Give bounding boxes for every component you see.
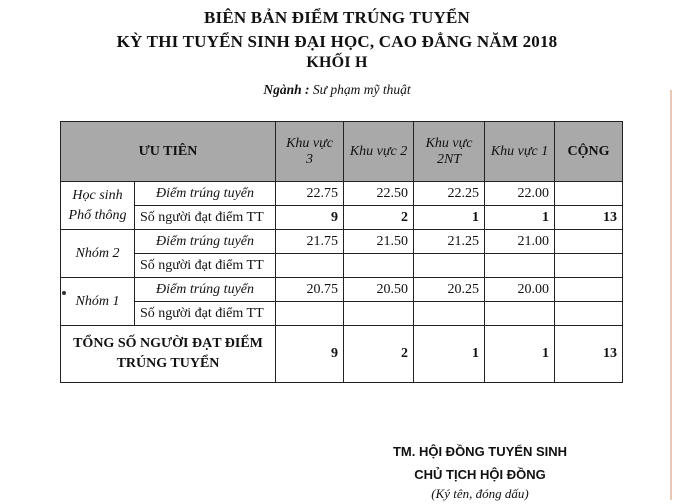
doc-block: KHỐI H bbox=[306, 54, 368, 71]
score-cell: 21.25 bbox=[414, 230, 485, 254]
totals-label: TỔNG SỐ NGƯỜI ĐẠT ĐIỂM TRÚNG TUYỂN bbox=[61, 326, 276, 383]
count-cell: 9 bbox=[276, 206, 344, 230]
count-cell bbox=[276, 254, 344, 278]
count-total-cell bbox=[555, 302, 623, 326]
total-cell: 1 bbox=[414, 326, 485, 383]
signature-note: (Ký tên, đóng dấu) bbox=[431, 486, 529, 501]
count-label: Số người đạt điểm TT bbox=[135, 302, 276, 326]
count-total-cell: 13 bbox=[555, 206, 623, 230]
table-row bbox=[61, 182, 623, 206]
score-cell: 22.25 bbox=[414, 182, 485, 206]
score-cell: 20.50 bbox=[344, 278, 414, 302]
paper-edge bbox=[670, 90, 672, 500]
count-cell bbox=[485, 302, 555, 326]
count-label: Số người đạt điểm TT bbox=[135, 254, 276, 278]
table-row bbox=[61, 302, 623, 326]
stray-mark bbox=[62, 291, 66, 295]
count-cell: 2 bbox=[344, 206, 414, 230]
count-cell bbox=[485, 254, 555, 278]
table-row bbox=[61, 278, 623, 302]
score-cell: 22.50 bbox=[344, 182, 414, 206]
count-cell bbox=[276, 302, 344, 326]
score-table bbox=[60, 121, 623, 383]
header-total: CỘNG bbox=[555, 122, 623, 182]
empty-cell bbox=[555, 230, 623, 254]
major-line bbox=[0, 82, 674, 98]
header-priority: ƯU TIÊN bbox=[61, 122, 276, 182]
group-name: Nhóm 2 bbox=[61, 230, 135, 278]
score-label: Điểm trúng tuyển bbox=[135, 278, 276, 302]
empty-cell bbox=[555, 278, 623, 302]
count-label: Số người đạt điểm TT bbox=[135, 206, 276, 230]
score-cell: 21.50 bbox=[344, 230, 414, 254]
score-cell: 21.75 bbox=[276, 230, 344, 254]
header-kv2: Khu vực 2 bbox=[344, 122, 414, 182]
score-cell: 22.75 bbox=[276, 182, 344, 206]
score-cell: 22.00 bbox=[485, 182, 555, 206]
table-row bbox=[61, 254, 623, 278]
group-name: Học sinh Phổ thông bbox=[61, 182, 135, 230]
major-value: Sư phạm mỹ thuật bbox=[312, 82, 411, 97]
doc-title: BIÊN BẢN ĐIỂM TRÚNG TUYỂN bbox=[203, 8, 471, 27]
total-cell: 1 bbox=[485, 326, 555, 383]
score-label: Điểm trúng tuyển bbox=[135, 230, 276, 254]
total-cell: 2 bbox=[344, 326, 414, 383]
group-name: Nhóm 1 bbox=[61, 278, 135, 326]
score-cell: 20.75 bbox=[276, 278, 344, 302]
signature-org: TM. HỘI ĐỒNG TUYỂN SINH bbox=[392, 444, 568, 459]
score-cell: 20.25 bbox=[414, 278, 485, 302]
grand-total-cell: 13 bbox=[555, 326, 623, 383]
header-kv3: Khu vực 3 bbox=[276, 122, 344, 182]
score-label: Điểm trúng tuyển bbox=[135, 182, 276, 206]
score-cell: 21.00 bbox=[485, 230, 555, 254]
empty-cell bbox=[555, 182, 623, 206]
count-cell bbox=[414, 254, 485, 278]
table-header-row bbox=[61, 122, 623, 182]
doc-subtitle: KỲ THI TUYỂN SINH ĐẠI HỌC, CAO ĐẲNG NĂM 2018 bbox=[116, 32, 558, 51]
count-cell bbox=[414, 302, 485, 326]
major-label: Ngành : bbox=[263, 82, 310, 97]
count-total-cell bbox=[555, 254, 623, 278]
count-cell: 1 bbox=[414, 206, 485, 230]
table-row bbox=[61, 230, 623, 254]
table-row bbox=[61, 206, 623, 230]
count-cell: 1 bbox=[485, 206, 555, 230]
count-cell bbox=[344, 254, 414, 278]
score-cell: 20.00 bbox=[485, 278, 555, 302]
header-kv1: Khu vực 1 bbox=[485, 122, 555, 182]
total-cell: 9 bbox=[276, 326, 344, 383]
count-cell bbox=[344, 302, 414, 326]
header-kv2nt: Khu vực 2NT bbox=[414, 122, 485, 182]
signature-title: CHỦ TỊCH HỘI ĐỒNG bbox=[414, 467, 546, 482]
totals-row bbox=[61, 326, 623, 383]
